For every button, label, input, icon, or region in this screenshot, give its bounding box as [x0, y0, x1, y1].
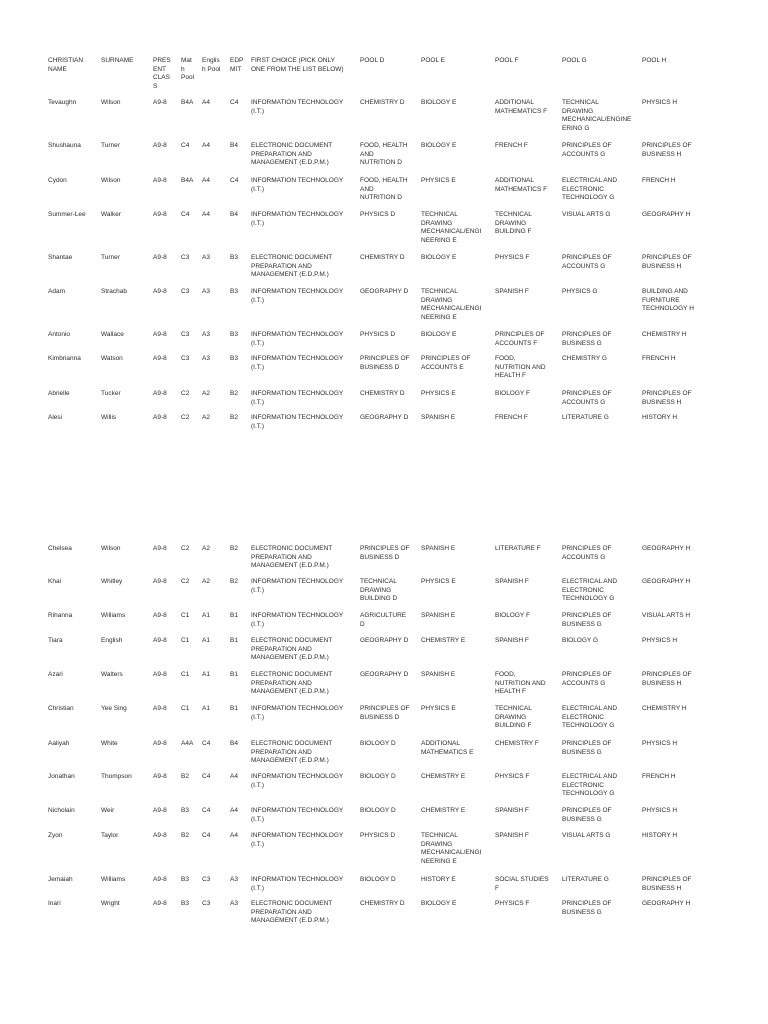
- cell-present-class: A9-8: [153, 807, 167, 814]
- cell-pool-e: CHEMISTRY E: [421, 637, 466, 644]
- cell-surname: English: [101, 637, 123, 644]
- cell-english-pool: A2: [202, 414, 210, 421]
- cell-edp-mit: A3: [230, 876, 238, 883]
- cell-present-class: A9-8: [153, 288, 167, 295]
- cell-english-pool: A3: [202, 331, 210, 338]
- cell-pool-d: CHEMISTRY D: [360, 254, 405, 261]
- cell-edp-mit: B3: [230, 254, 238, 261]
- cell-first-choice: ELECTRONIC DOCUMENT PREPARATION AND MANAGEMENT (E.D.P.M.): [251, 637, 333, 662]
- cell-math-pool: C3: [181, 331, 190, 338]
- cell-pool-f: SPANISH F: [495, 288, 529, 295]
- cell-pool-f: ADDITIONAL MATHEMATICS F: [495, 177, 548, 193]
- cell-edp-mit: A4: [230, 807, 238, 814]
- cell-pool-h: VISUAL ARTS H: [642, 612, 691, 619]
- cell-edp-mit: B1: [230, 612, 238, 619]
- cell-pool-d: BIOLOGY D: [360, 807, 396, 814]
- cell-pool-h: FRENCH H: [642, 355, 676, 362]
- cell-math-pool: C4: [181, 211, 190, 218]
- cell-christian-name: Adam: [48, 288, 65, 295]
- cell-present-class: A9-8: [153, 876, 167, 883]
- cell-math-pool: B3: [181, 900, 189, 907]
- cell-pool-g: PRINCIPLES OF ACCOUNTS G: [562, 142, 612, 158]
- column-header-pool-h: POOL H: [642, 57, 667, 64]
- cell-first-choice: ELECTRONIC DOCUMENT PREPARATION AND MANAGEMENT (E.D.P.M.): [251, 142, 333, 167]
- column-header-math-pool: Mat h Pool: [181, 57, 195, 82]
- cell-pool-g: PRINCIPLES OF ACCOUNTS G: [562, 390, 612, 406]
- cell-present-class: A9-8: [153, 390, 167, 397]
- cell-pool-g: PHYSICS G: [562, 288, 598, 295]
- column-header-pool-d: POOL D: [360, 57, 385, 64]
- cell-christian-name: Chelsea: [48, 545, 72, 552]
- cell-present-class: A9-8: [153, 578, 167, 585]
- cell-pool-f: FOOD, NUTRITION AND HEALTH F: [495, 355, 546, 380]
- cell-surname: Williams: [101, 876, 126, 883]
- cell-pool-e: BIOLOGY E: [421, 99, 457, 106]
- cell-first-choice: INFORMATION TECHNOLOGY (I.T.): [251, 177, 344, 193]
- column-header-first-choice: FIRST CHOICE (PICK ONLY ONE FROM THE LIST BELOW): [251, 57, 344, 73]
- cell-pool-e: BIOLOGY E: [421, 254, 457, 261]
- cell-present-class: A9-8: [153, 832, 167, 839]
- cell-pool-h: HISTORY H: [642, 832, 678, 839]
- cell-surname: Wright: [101, 900, 120, 907]
- cell-surname: Strachab: [101, 288, 128, 295]
- cell-surname: Taylor: [101, 832, 119, 839]
- cell-surname: Wallace: [101, 331, 124, 338]
- cell-pool-f: PHYSICS F: [495, 900, 530, 907]
- cell-present-class: A9-8: [153, 414, 167, 421]
- cell-pool-f: SPANISH F: [495, 637, 529, 644]
- cell-pool-e: HISTORY E: [421, 876, 456, 883]
- cell-first-choice: INFORMATION TECHNOLOGY (I.T.): [251, 331, 344, 347]
- cell-pool-g: VISUAL ARTS G: [562, 832, 611, 839]
- cell-present-class: A9-8: [153, 355, 167, 362]
- cell-pool-e: SPANISH E: [421, 612, 456, 619]
- cell-math-pool: B3: [181, 807, 189, 814]
- cell-english-pool: A2: [202, 578, 210, 585]
- cell-pool-d: PRINCIPLES OF BUSINESS D: [360, 355, 410, 371]
- cell-edp-mit: A3: [230, 900, 238, 907]
- cell-surname: Williams: [101, 612, 126, 619]
- cell-edp-mit: A4: [230, 832, 238, 839]
- cell-first-choice: ELECTRONIC DOCUMENT PREPARATION AND MANAGEMENT (E.D.P.M.): [251, 254, 333, 279]
- cell-english-pool: A4: [202, 142, 210, 149]
- cell-edp-mit: B2: [230, 390, 238, 397]
- cell-pool-g: PRINCIPLES OF BUSINESS G: [562, 900, 612, 916]
- cell-first-choice: INFORMATION TECHNOLOGY (I.T.): [251, 99, 344, 115]
- cell-pool-d: BIOLOGY D: [360, 876, 396, 883]
- cell-pool-f: TECHNICAL DRAWING BUILDING F: [495, 211, 532, 236]
- cell-pool-g: ELECTRICAL AND ELECTRONIC TECHNOLOGY G: [562, 773, 618, 798]
- cell-christian-name: Shantae: [48, 254, 73, 261]
- cell-pool-h: PRINCIPLES OF BUSINESS H: [642, 254, 692, 270]
- cell-pool-f: FRENCH F: [495, 142, 528, 149]
- cell-first-choice: ELECTRONIC DOCUMENT PREPARATION AND MANAGEMENT (E.D.P.M.): [251, 740, 333, 765]
- cell-first-choice: INFORMATION TECHNOLOGY (I.T.): [251, 288, 344, 304]
- cell-english-pool: A1: [202, 612, 210, 619]
- cell-pool-f: SPANISH F: [495, 832, 529, 839]
- cell-pool-d: GEOGRAPHY D: [360, 288, 409, 295]
- cell-first-choice: INFORMATION TECHNOLOGY (I.T.): [251, 414, 344, 430]
- cell-math-pool: C3: [181, 254, 190, 261]
- cell-pool-h: FRENCH H: [642, 177, 676, 184]
- cell-surname: Whitley: [101, 578, 123, 585]
- cell-christian-name: Jonathan: [48, 773, 75, 780]
- cell-present-class: A9-8: [153, 99, 167, 106]
- cell-first-choice: INFORMATION TECHNOLOGY (I.T.): [251, 578, 344, 594]
- cell-pool-d: CHEMISTRY D: [360, 99, 405, 106]
- cell-pool-e: SPANISH E: [421, 414, 456, 421]
- cell-surname: Wilson: [101, 99, 121, 106]
- cell-english-pool: A4: [202, 211, 210, 218]
- cell-pool-h: PHYSICS H: [642, 807, 678, 814]
- cell-pool-h: CHEMISTRY H: [642, 705, 687, 712]
- cell-edp-mit: B4: [230, 211, 238, 218]
- cell-present-class: A9-8: [153, 545, 167, 552]
- cell-christian-name: Rihanna: [48, 612, 73, 619]
- cell-english-pool: A1: [202, 671, 210, 678]
- cell-pool-g: LITERATURE G: [562, 414, 609, 421]
- cell-edp-mit: B2: [230, 545, 238, 552]
- cell-english-pool: C4: [202, 740, 211, 747]
- cell-pool-d: BIOLOGY D: [360, 740, 396, 747]
- cell-christian-name: Inari: [48, 900, 61, 907]
- cell-christian-name: Aaliyah: [48, 740, 70, 747]
- cell-pool-h: PHYSICS H: [642, 740, 678, 747]
- cell-edp-mit: B3: [230, 288, 238, 295]
- cell-surname: Wilson: [101, 177, 121, 184]
- cell-pool-e: PHYSICS E: [421, 177, 456, 184]
- cell-christian-name: Khai: [48, 578, 62, 585]
- cell-pool-e: SPANISH E: [421, 671, 456, 678]
- cell-present-class: A9-8: [153, 612, 167, 619]
- cell-english-pool: C4: [202, 807, 211, 814]
- cell-edp-mit: B1: [230, 637, 238, 644]
- cell-pool-e: PRINCIPLES OF ACCOUNTS E: [421, 355, 471, 371]
- cell-pool-h: CHEMISTRY H: [642, 331, 687, 338]
- cell-christian-name: Alesi: [48, 414, 63, 421]
- cell-pool-d: CHEMISTRY D: [360, 900, 405, 907]
- cell-pool-e: CHEMISTRY E: [421, 807, 466, 814]
- cell-pool-d: AGRICULTURE D: [360, 612, 407, 628]
- cell-first-choice: ELECTRONIC DOCUMENT PREPARATION AND MANAGEMENT (E.D.P.M.): [251, 671, 333, 696]
- cell-pool-h: GEOGRAPHY H: [642, 545, 691, 552]
- cell-math-pool: C1: [181, 671, 190, 678]
- cell-pool-h: PHYSICS H: [642, 99, 678, 106]
- cell-math-pool: C1: [181, 637, 190, 644]
- cell-edp-mit: B1: [230, 671, 238, 678]
- cell-pool-e: CHEMISTRY E: [421, 773, 466, 780]
- cell-math-pool: C3: [181, 288, 190, 295]
- cell-pool-d: CHEMISTRY D: [360, 390, 405, 397]
- cell-pool-g: CHEMISTRY G: [562, 355, 607, 362]
- cell-present-class: A9-8: [153, 211, 167, 218]
- cell-pool-h: GEOGRAPHY H: [642, 900, 691, 907]
- cell-math-pool: C2: [181, 390, 190, 397]
- cell-christian-name: Abrielle: [48, 390, 70, 397]
- cell-pool-f: PHYSICS F: [495, 773, 530, 780]
- cell-pool-d: FOOD, HEALTH AND NUTRITION D: [360, 177, 408, 202]
- cell-pool-d: GEOGRAPHY D: [360, 671, 409, 678]
- cell-pool-e: TECHNICAL DRAWING MECHANICAL/ENGI NEERING E: [421, 211, 482, 244]
- cell-edp-mit: A4: [230, 773, 238, 780]
- cell-pool-e: PHYSICS E: [421, 705, 456, 712]
- cell-present-class: A9-8: [153, 671, 167, 678]
- cell-pool-d: GEOGRAPHY D: [360, 414, 409, 421]
- cell-pool-f: FOOD, NUTRITION AND HEALTH F: [495, 671, 546, 696]
- cell-first-choice: INFORMATION TECHNOLOGY (I.T.): [251, 773, 344, 789]
- cell-first-choice: INFORMATION TECHNOLOGY (I.T.): [251, 390, 344, 406]
- cell-english-pool: A1: [202, 705, 210, 712]
- cell-pool-f: CHEMISTRY F: [495, 740, 539, 747]
- cell-christian-name: Zyon: [48, 832, 63, 839]
- cell-pool-f: LITERATURE F: [495, 545, 541, 552]
- cell-present-class: A9-8: [153, 637, 167, 644]
- cell-pool-f: FRENCH F: [495, 414, 528, 421]
- cell-first-choice: INFORMATION TECHNOLOGY (I.T.): [251, 807, 344, 823]
- cell-christian-name: Tiara: [48, 637, 63, 644]
- cell-pool-f: TECHNICAL DRAWING BUILDING F: [495, 705, 532, 730]
- cell-pool-h: PHYSICS H: [642, 637, 678, 644]
- cell-pool-h: PRINCIPLES OF BUSINESS H: [642, 671, 692, 687]
- cell-surname: Turner: [101, 142, 120, 149]
- cell-pool-d: PRINCIPLES OF BUSINESS D: [360, 705, 410, 721]
- cell-english-pool: A2: [202, 545, 210, 552]
- cell-christian-name: Summer-Lee: [48, 211, 86, 218]
- cell-pool-g: VISUAL ARTS G: [562, 211, 611, 218]
- cell-pool-h: HISTORY H: [642, 414, 678, 421]
- cell-pool-f: SPANISH F: [495, 578, 529, 585]
- cell-pool-g: PRINCIPLES OF BUSINESS G: [562, 740, 612, 756]
- cell-first-choice: ELECTRONIC DOCUMENT PREPARATION AND MANAGEMENT (E.D.P.M.): [251, 545, 333, 570]
- cell-math-pool: C1: [181, 612, 190, 619]
- cell-math-pool: C4: [181, 142, 190, 149]
- cell-math-pool: C1: [181, 705, 190, 712]
- cell-christian-name: Azari: [48, 671, 63, 678]
- cell-english-pool: A3: [202, 254, 210, 261]
- cell-edp-mit: B2: [230, 414, 238, 421]
- cell-pool-f: PHYSICS F: [495, 254, 530, 261]
- cell-pool-d: PHYSICS D: [360, 331, 396, 338]
- cell-pool-h: GEOGRAPHY H: [642, 211, 691, 218]
- cell-english-pool: A4: [202, 99, 210, 106]
- cell-pool-g: PRINCIPLES OF BUSINESS G: [562, 612, 612, 628]
- cell-pool-g: TECHNICAL DRAWING MECHANICAL/ENGINE ERING G: [562, 99, 632, 132]
- cell-pool-g: LITERATURE G: [562, 876, 609, 883]
- column-header-pool-e: POOL E: [421, 57, 445, 64]
- cell-surname: Thompson: [101, 773, 132, 780]
- cell-english-pool: A2: [202, 390, 210, 397]
- cell-english-pool: A1: [202, 637, 210, 644]
- column-header-pool-g: POOL G: [562, 57, 587, 64]
- cell-math-pool: B2: [181, 832, 189, 839]
- cell-surname: Walker: [101, 211, 121, 218]
- cell-english-pool: A3: [202, 288, 210, 295]
- cell-present-class: A9-8: [153, 705, 167, 712]
- cell-christian-name: Nicholain: [48, 807, 75, 814]
- cell-present-class: A9-8: [153, 177, 167, 184]
- cell-math-pool: B3: [181, 876, 189, 883]
- cell-math-pool: C2: [181, 414, 190, 421]
- cell-pool-f: ADDITIONAL MATHEMATICS F: [495, 99, 548, 115]
- cell-edp-mit: B4: [230, 142, 238, 149]
- column-header-english-pool: Englis h Pool: [202, 57, 221, 73]
- cell-pool-e: PHYSICS E: [421, 578, 456, 585]
- cell-christian-name: Christian: [48, 705, 74, 712]
- cell-edp-mit: B4: [230, 740, 238, 747]
- cell-math-pool: A4A: [181, 740, 194, 747]
- cell-pool-d: FOOD, HEALTH AND NUTRITION D: [360, 142, 408, 167]
- cell-edp-mit: C4: [230, 177, 239, 184]
- cell-pool-h: BUILDING AND FURNITURE TECHNOLOGY H: [642, 288, 694, 313]
- cell-pool-d: TECHNICAL DRAWING BUILDING D: [360, 578, 398, 603]
- cell-present-class: A9-8: [153, 331, 167, 338]
- column-header-present-class: PRES ENT CLAS S: [153, 57, 171, 90]
- cell-math-pool: B4A: [181, 177, 194, 184]
- cell-english-pool: C3: [202, 876, 211, 883]
- cell-math-pool: C3: [181, 355, 190, 362]
- cell-pool-g: PRINCIPLES OF BUSINESS G: [562, 331, 612, 347]
- cell-first-choice: INFORMATION TECHNOLOGY (I.T.): [251, 705, 344, 721]
- cell-edp-mit: B3: [230, 331, 238, 338]
- cell-pool-e: BIOLOGY E: [421, 900, 457, 907]
- cell-christian-name: Cydon: [48, 177, 67, 184]
- cell-pool-d: BIOLOGY D: [360, 773, 396, 780]
- cell-pool-e: TECHNICAL DRAWING MECHANICAL/ENGI NEERING E: [421, 288, 482, 321]
- cell-first-choice: INFORMATION TECHNOLOGY (I.T.): [251, 612, 344, 628]
- cell-surname: Weir: [101, 807, 115, 814]
- column-header-christian-name: CHRISTIAN NAME: [48, 57, 84, 73]
- cell-christian-name: Tevaughn: [48, 99, 77, 106]
- cell-pool-e: ADDITIONAL MATHEMATICS E: [421, 740, 474, 756]
- cell-pool-f: SPANISH F: [495, 807, 529, 814]
- cell-pool-g: BIOLOGY G: [562, 637, 599, 644]
- cell-pool-f: PRINCIPLES OF ACCOUNTS F: [495, 331, 545, 347]
- cell-pool-d: PHYSICS D: [360, 211, 396, 218]
- cell-edp-mit: B2: [230, 578, 238, 585]
- cell-christian-name: Antonio: [48, 331, 71, 338]
- cell-present-class: A9-8: [153, 254, 167, 261]
- cell-pool-g: ELECTRICAL AND ELECTRONIC TECHNOLOGY G: [562, 578, 618, 603]
- column-header-surname: SURNAME: [101, 57, 134, 64]
- column-header-edp-mit: EDP MIT: [230, 57, 244, 73]
- cell-first-choice: ELECTRONIC DOCUMENT PREPARATION AND MANAGEMENT (E.D.P.M.): [251, 900, 333, 925]
- cell-math-pool: C2: [181, 578, 190, 585]
- cell-pool-h: PRINCIPLES OF BUSINESS H: [642, 390, 692, 406]
- cell-pool-g: PRINCIPLES OF ACCOUNTS G: [562, 254, 612, 270]
- cell-pool-e: SPANISH E: [421, 545, 456, 552]
- cell-english-pool: A3: [202, 355, 210, 362]
- cell-present-class: A9-8: [153, 142, 167, 149]
- cell-pool-e: PHYSICS E: [421, 390, 456, 397]
- cell-pool-d: PHYSICS D: [360, 832, 396, 839]
- cell-surname: Yee Sing: [101, 705, 127, 712]
- cell-math-pool: B4A: [181, 99, 194, 106]
- cell-pool-e: TECHNICAL DRAWING MECHANICAL/ENGI NEERING E: [421, 832, 482, 865]
- cell-present-class: A9-8: [153, 740, 167, 747]
- cell-present-class: A9-8: [153, 900, 167, 907]
- cell-christian-name: Kimbrianna: [48, 355, 81, 362]
- cell-math-pool: C2: [181, 545, 190, 552]
- cell-pool-d: PRINCIPLES OF BUSINESS D: [360, 545, 410, 561]
- cell-surname: White: [101, 740, 118, 747]
- cell-surname: Turner: [101, 254, 120, 261]
- cell-first-choice: INFORMATION TECHNOLOGY (I.T.): [251, 876, 344, 892]
- cell-present-class: A9-8: [153, 773, 167, 780]
- cell-pool-d: GEOGRAPHY D: [360, 637, 409, 644]
- cell-edp-mit: B3: [230, 355, 238, 362]
- cell-first-choice: INFORMATION TECHNOLOGY (I.T.): [251, 355, 344, 371]
- cell-pool-e: BIOLOGY E: [421, 331, 457, 338]
- cell-english-pool: C4: [202, 773, 211, 780]
- cell-surname: Watson: [101, 355, 123, 362]
- cell-edp-mit: C4: [230, 99, 239, 106]
- column-header-pool-f: POOL F: [495, 57, 519, 64]
- cell-first-choice: INFORMATION TECHNOLOGY (I.T.): [251, 832, 344, 848]
- cell-edp-mit: B1: [230, 705, 238, 712]
- cell-surname: Walters: [101, 671, 123, 678]
- cell-first-choice: INFORMATION TECHNOLOGY (I.T.): [251, 211, 344, 227]
- cell-pool-g: PRINCIPLES OF ACCOUNTS G: [562, 671, 612, 687]
- cell-pool-g: PRINCIPLES OF ACCOUNTS G: [562, 545, 612, 561]
- cell-pool-h: FRENCH H: [642, 773, 676, 780]
- cell-pool-g: ELECTRICAL AND ELECTRONIC TECHNOLOGY G: [562, 177, 618, 202]
- cell-pool-g: PRINCIPLES OF BUSINESS G: [562, 807, 612, 823]
- cell-surname: Tucker: [101, 390, 121, 397]
- cell-pool-h: PRINCIPLES OF BUSINESS H: [642, 876, 692, 892]
- cell-english-pool: C3: [202, 900, 211, 907]
- cell-pool-f: BIOLOGY F: [495, 612, 530, 619]
- cell-pool-h: PRINCIPLES OF BUSINESS H: [642, 142, 692, 158]
- cell-pool-g: ELECTRICAL AND ELECTRONIC TECHNOLOGY G: [562, 705, 618, 730]
- cell-pool-h: GEOGRAPHY H: [642, 578, 691, 585]
- cell-pool-f: BIOLOGY F: [495, 390, 530, 397]
- cell-surname: Wilson: [101, 545, 121, 552]
- cell-english-pool: A4: [202, 177, 210, 184]
- cell-christian-name: Jemaiah: [48, 876, 73, 883]
- cell-surname: Willis: [101, 414, 117, 421]
- cell-pool-e: BIOLOGY E: [421, 142, 457, 149]
- cell-pool-f: SOCIAL STUDIES F: [495, 876, 549, 892]
- cell-english-pool: C4: [202, 832, 211, 839]
- cell-math-pool: B2: [181, 773, 189, 780]
- cell-christian-name: Shushauna: [48, 142, 81, 149]
